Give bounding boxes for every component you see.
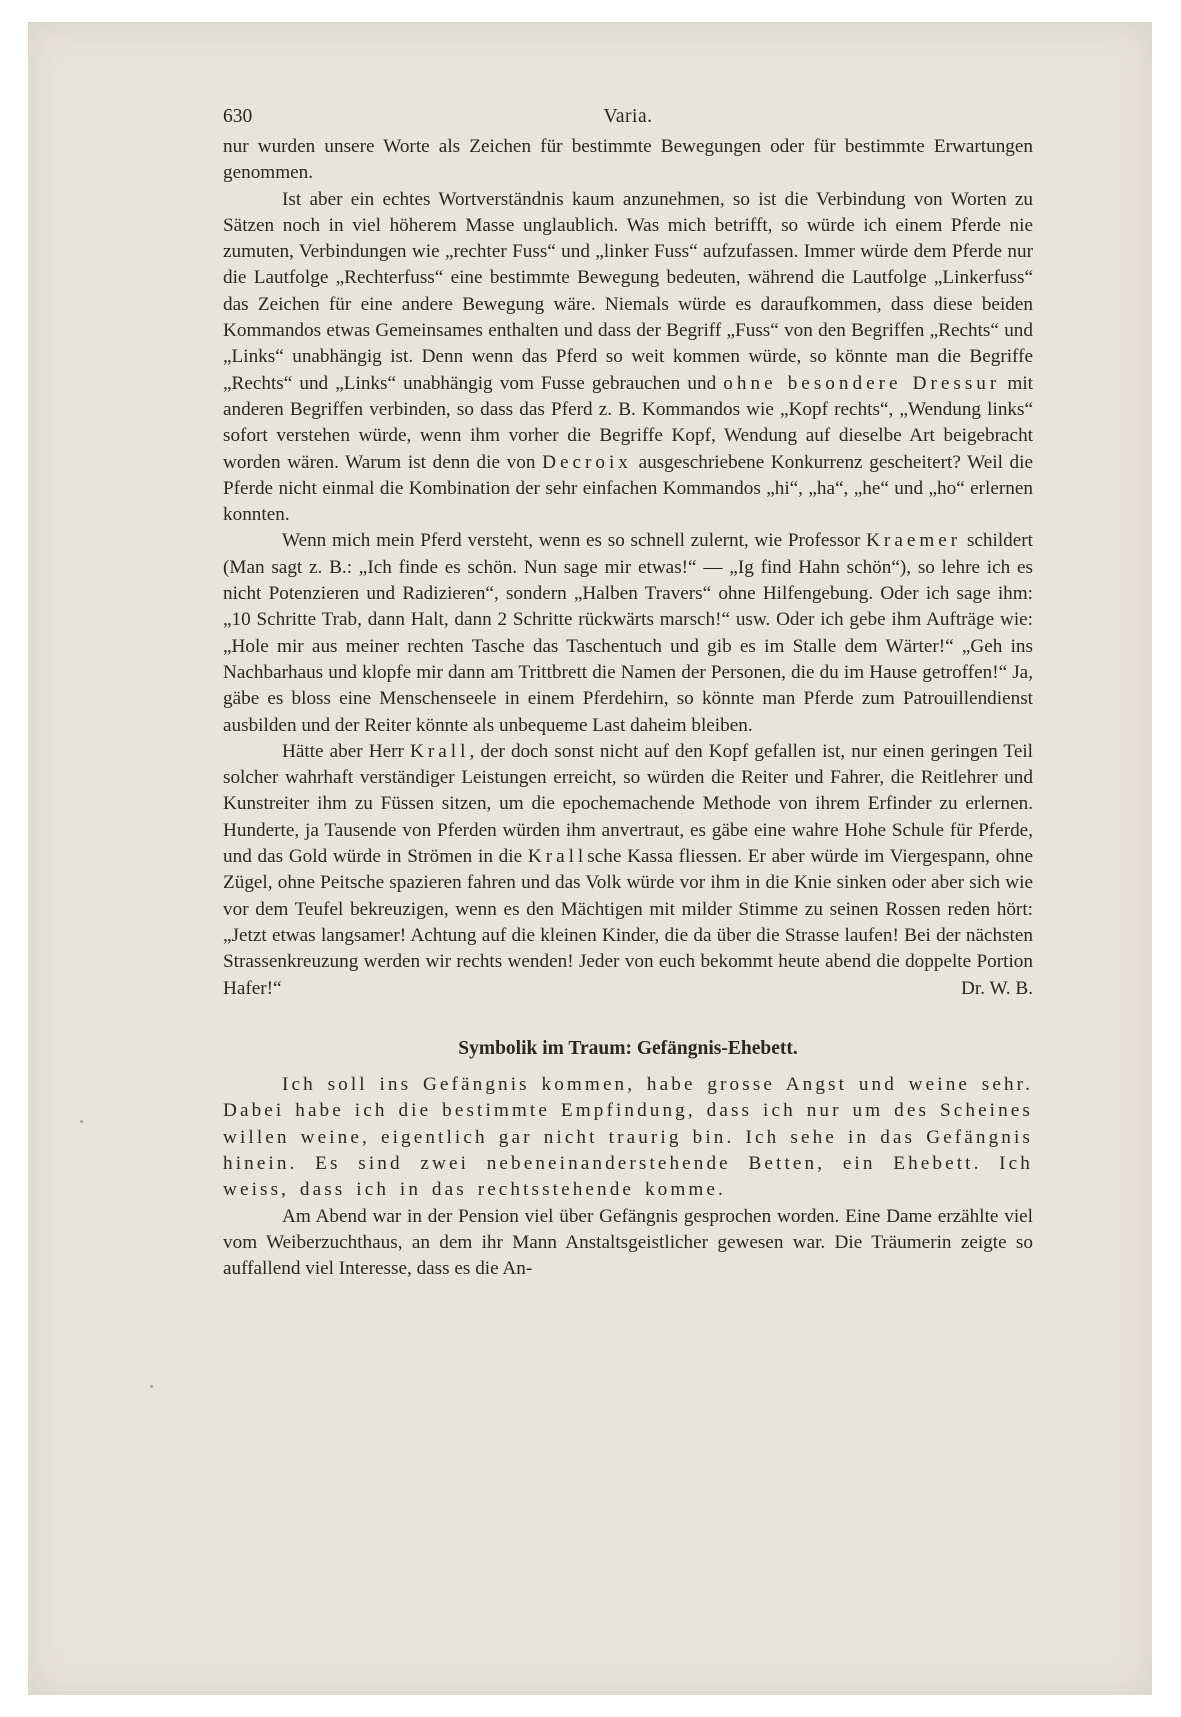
paragraph-text: , der doch sonst nicht auf den Kopf gefallen ist, nur einen geringen Teil solcher wahrhaft verständiger Leistungen erreicht, so würden die Reiter und Fahrer, die Reitlehrer und Kunstreiter ihm zu Füssen sitzen, um die epochemachende Methode von ihrem Erfinder zu erlernen. Hunderte, ja Tausende von Pferden würden ihm anvertraut, es gäbe eine wahre Hohe Schule für Pferde, und das Gold würde in Strömen in die [223,740,1033,868]
page-header [223,100,1033,134]
paragraph: nur wurden unsere Worte als Zeichen für bestimmte Bewegungen oder für bestimmte Erwartungen genommen. [223,136,1033,184]
running-title: Varia. [603,106,653,127]
section-title: Symbolik im Traum: Gefängnis-Ehebett. [458,1037,798,1059]
paragraph-text: sche Kassa fliessen. Er aber würde im Viergespann, ohne Zügel, ohne Peitsche spazieren fahren und das Volk würde vor ihm in die Knie sinken oder aber sich wie vor dem Teufel bekreuzigen, wenn es den Mächtigen mit milder Stimme zu seinen Rossen reden hört: „Jetzt etwas langsamer! Achtung auf die kleinen Kinder, die da über die Strasse laufen! Bei der nächsten Strassenkreuzung werden wir rechts wenden! Jeder von euch bekommt heute abend die doppelte Portion Hafer!“ [223,846,1033,999]
signature: Dr. W. B. [961,977,1033,999]
paragraph-text: mit anderen Begriffen verbinden, so dass das Pferd z. B. Kommandos wie „Kopf rechts“, „Wendung links“ sofort verstehen würde, wenn ihm vorher die Begriffe Kopf, Wendung auf dieselbe Art beigebracht worden wären. Warum ist denn die von [223,372,1034,473]
person-name: Decroix [542,451,632,473]
paper-speck [150,1385,153,1388]
paragraph-text: schildert (Man sagt z. B.: „Ich finde es schön. Nun sage mir etwas!“ — „Ig find Hahn schön“), so lehre ich es nicht Potenzieren und Radizieren“, sondern „Halben Travers“ ohne Hilfengebung. Oder ich sage ihm: „10 Schritte Trab, dann Halt, dann 2 Schritte rückwärts marsch!“ usw. Oder ich gebe ihm Aufträge wie: „Hole mir aus meiner rechten Tasche das Taschentuch und gib es im Stalle dem Wärter!“ „Geh ins Nachbarhaus und klopfe mir dann am Trittbrett die Namen der Personen, die du im Hause getroffen!“ Ja, gäbe es bloss eine Menschenseele in einem Pferdehirn, so könnte man Pferde zum Patrouillendienst ausbilden und der Reiter könnte als unbequeme Last daheim bleiben. [223,530,1034,736]
page-number: 630 [223,106,253,127]
paragraph-text: ausgeschriebene Konkurrenz gescheitert? Weil die Pferde nicht einmal die Kombination der sehr einfachen Kommandos „hi“, „ha“, „he“ und „ho“ erlernen konnten. [223,451,1033,526]
person-name: Kraemer [866,530,962,552]
person-name: Krall [410,740,470,762]
paragraph-text: Wenn mich mein Pferd versteht, wenn es so schnell zulernt, wie Professor [282,530,861,552]
paragraph: Am Abend war in der Pension viel über Gefängnis gesprochen worden. Eine Dame erzählte viel vom Weiberzuchthaus, an dem ihr Mann Anstaltsgeistlicher gewesen war. Die Träumerin zeigte so auffallend viel Interesse, dass es die An- [223,1205,1033,1280]
emphasis-text: ohne besondere Dressur [723,372,1001,394]
paper-speck [80,1120,83,1123]
paragraph-text: Hätte aber Herr [282,740,404,762]
paragraph [223,187,1033,529]
dream-report: Ich soll ins Gefängnis kommen, habe grosse Angst und weine sehr. Dabei habe ich die bestimmte Empfindung, dass ich nur um des Scheines willen weine, eigentlich gar nicht traurig bin. Ich sehe in das Gefängnis hinein. Es sind zwei nebeneinanderstehende Betten, ein Ehebett. Ich weiss, dass ich in das rechtsstehende komme. [223,1074,1033,1201]
paragraph [223,528,1033,738]
paragraph-text: Ist aber ein echtes Wortverständnis kaum anzunehmen, so ist die Verbindung von Worten zu Sätzen noch in viel höherem Masse unglaublich. Was mich betrifft, so würde ich einem Pferde nie zumuten, Verbindungen wie „rechter Fuss“ und „linker Fuss“ aufzufassen. Immer würde dem Pferde nur die Lautfolge „Rechterfuss“ eine bestimmte Bewegung bedeuten, während die Lautfolge „Linkerfuss“ das Zeichen für eine andere Bewegung wäre. Niemals würde es daraufkommen, dass diese beiden Kommandos etwas Gemeinsames enthalten und dass der Begriff „Fuss“ von den Begriffen „Rechts“ und „Links“ unabhängig ist. Denn wenn das Pferd so weit kommen würde, so könnte man die Begriffe „Rechts“ und „Links“ unabhängig vom Fusse gebrauchen und [223,188,1033,394]
page-content [223,100,1033,1282]
person-name: Krall [527,846,588,868]
paragraph [223,739,1033,1002]
